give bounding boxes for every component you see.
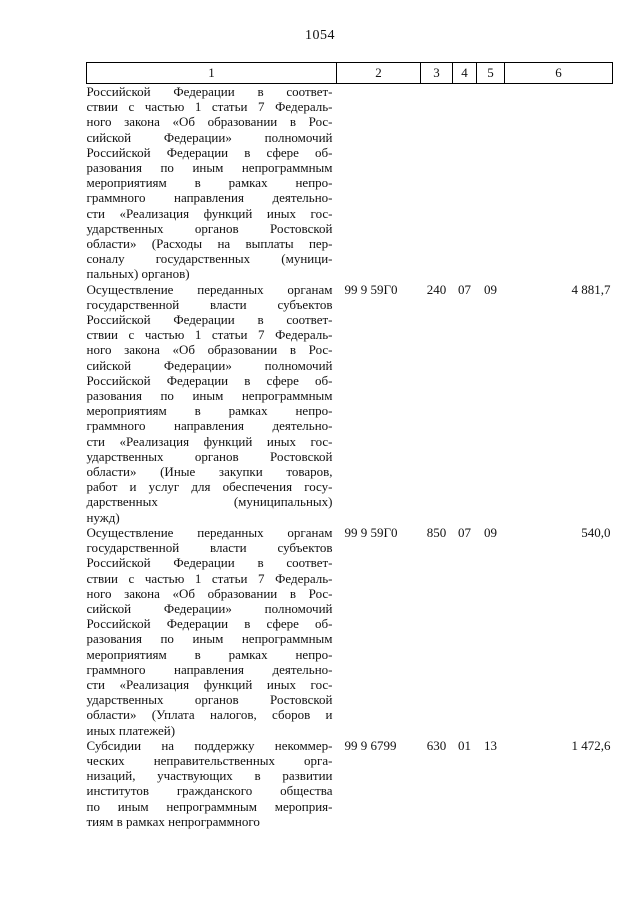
- description-line: ствии с частью 1 статьи 7 Федераль-: [86, 99, 333, 115]
- description-line: ударственных органов Ростовской: [86, 448, 333, 464]
- table-row: [87, 84, 613, 282]
- description-line: ческих неправительственных орга-: [86, 752, 333, 768]
- target-code: 99 9 59Г0: [344, 524, 398, 540]
- description-line: ного закона «Об образовании в Рос-: [86, 585, 333, 601]
- description-line: граммного направления деятельно-: [86, 190, 333, 206]
- description-line: тиям в рамках непрограммного: [86, 813, 260, 829]
- column-header-1: 1: [87, 63, 337, 84]
- amount-value: 1 472,6: [571, 737, 611, 753]
- description-line: дарственных (муниципальных): [86, 494, 333, 510]
- description-line: ствии с частью 1 статьи 7 Федераль-: [86, 327, 333, 343]
- description-line: ного закона «Об образовании в Рос-: [86, 114, 333, 130]
- expense-type: 630: [426, 737, 447, 753]
- description-line: области» (Расходы на выплаты пер-: [86, 236, 333, 252]
- amount-value: [505, 84, 613, 282]
- description-line: соналу государственных (муници-: [86, 251, 333, 267]
- description-line: Российской Федерации в сфере об-: [86, 616, 333, 632]
- description-line: государственной власти субъектов: [86, 540, 333, 556]
- description-line: государственной власти субъектов: [86, 296, 333, 312]
- description-line: мероприятиям в рамках непро-: [86, 403, 333, 419]
- page-number: 1054: [305, 28, 335, 43]
- table-row: [87, 738, 613, 829]
- column-header-6: 6: [505, 63, 613, 84]
- expense-type: 850: [426, 524, 447, 540]
- description-line: разования по иным непрограммным: [86, 160, 333, 176]
- description-line: граммного направления деятельно-: [86, 661, 333, 677]
- description-line: сти «Реализация функций иных гос-: [86, 205, 333, 221]
- description-line: области» (Иные закупки товаров,: [86, 464, 333, 480]
- budget-table: [86, 62, 613, 829]
- description-line: ударственных органов Ростовской: [86, 692, 333, 708]
- description-line: сти «Реализация функций иных гос-: [86, 676, 333, 692]
- description-line: ствии с частью 1 статьи 7 Федераль-: [86, 570, 333, 586]
- description-line: нужд): [86, 509, 120, 525]
- table-row: [87, 282, 613, 525]
- description-line: ударственных органов Ростовской: [86, 220, 333, 236]
- description-line: разования по иным непрограммным: [86, 631, 333, 647]
- description-line: по иным непрограммным мероприя-: [86, 798, 333, 814]
- description-line: низаций, участвующих в развитии: [86, 768, 333, 784]
- target-code: 99 9 59Г0: [344, 281, 398, 297]
- description-line: Российской Федерации в сфере об-: [86, 372, 333, 388]
- subsection-code: 13: [484, 737, 497, 753]
- description-line: сийской Федерации» полномочий: [86, 357, 333, 373]
- column-header-2: 2: [337, 63, 421, 84]
- description-line: Российской Федерации в соответ-: [86, 84, 333, 99]
- description-line: граммного направления деятельно-: [86, 418, 333, 434]
- header-row: [87, 63, 613, 84]
- amount-value: 540,0: [581, 524, 611, 540]
- row-description: [87, 525, 337, 738]
- target-code: [337, 84, 421, 282]
- description-line: Российской Федерации в сфере об-: [86, 144, 333, 160]
- description-line: Российской Федерации в соответ-: [86, 555, 333, 571]
- description-line: институтов гражданского общества: [86, 783, 333, 799]
- subsection-code: 09: [484, 524, 497, 540]
- section-code: 07: [458, 524, 471, 540]
- description-line: сти «Реализация функций иных гос-: [86, 433, 333, 449]
- description-line: сийской Федерации» полномочий: [86, 129, 333, 145]
- row-description: [87, 738, 337, 829]
- description-line: пальных) органов): [86, 266, 190, 282]
- subsection-code: [477, 84, 505, 282]
- column-header-5: 5: [477, 63, 505, 84]
- description-line: Субсидии на поддержку некоммер-: [86, 737, 333, 753]
- target-code: 99 9 6799: [344, 737, 397, 753]
- subsection-code: 09: [484, 281, 497, 297]
- description-line: Осуществление переданных органам: [86, 524, 333, 540]
- description-line: работ и услуг для обеспечения госу-: [86, 479, 333, 495]
- description-line: разования по иным непрограммным: [86, 388, 333, 404]
- table-row: [87, 525, 613, 738]
- amount-value: 4 881,7: [571, 281, 611, 297]
- section-code: [453, 84, 477, 282]
- description-line: сийской Федерации» полномочий: [86, 600, 333, 616]
- section-code: 07: [458, 281, 471, 297]
- row-description: [87, 282, 337, 525]
- column-header-4: 4: [453, 63, 477, 84]
- table-body: [87, 84, 613, 829]
- expense-type: [421, 84, 453, 282]
- row-description: [87, 84, 337, 282]
- section-code: 01: [458, 737, 471, 753]
- description-line: области» (Уплата налогов, сборов и: [86, 707, 333, 723]
- description-line: Осуществление переданных органам: [86, 281, 333, 297]
- expense-type: 240: [426, 281, 447, 297]
- column-header-3: 3: [421, 63, 453, 84]
- description-line: мероприятиям в рамках непро-: [86, 175, 333, 191]
- description-line: мероприятиям в рамках непро-: [86, 646, 333, 662]
- description-line: Российской Федерации в соответ-: [86, 312, 333, 328]
- description-line: иных платежей): [86, 722, 176, 738]
- description-line: ного закона «Об образовании в Рос-: [86, 342, 333, 358]
- table-header: [87, 63, 613, 84]
